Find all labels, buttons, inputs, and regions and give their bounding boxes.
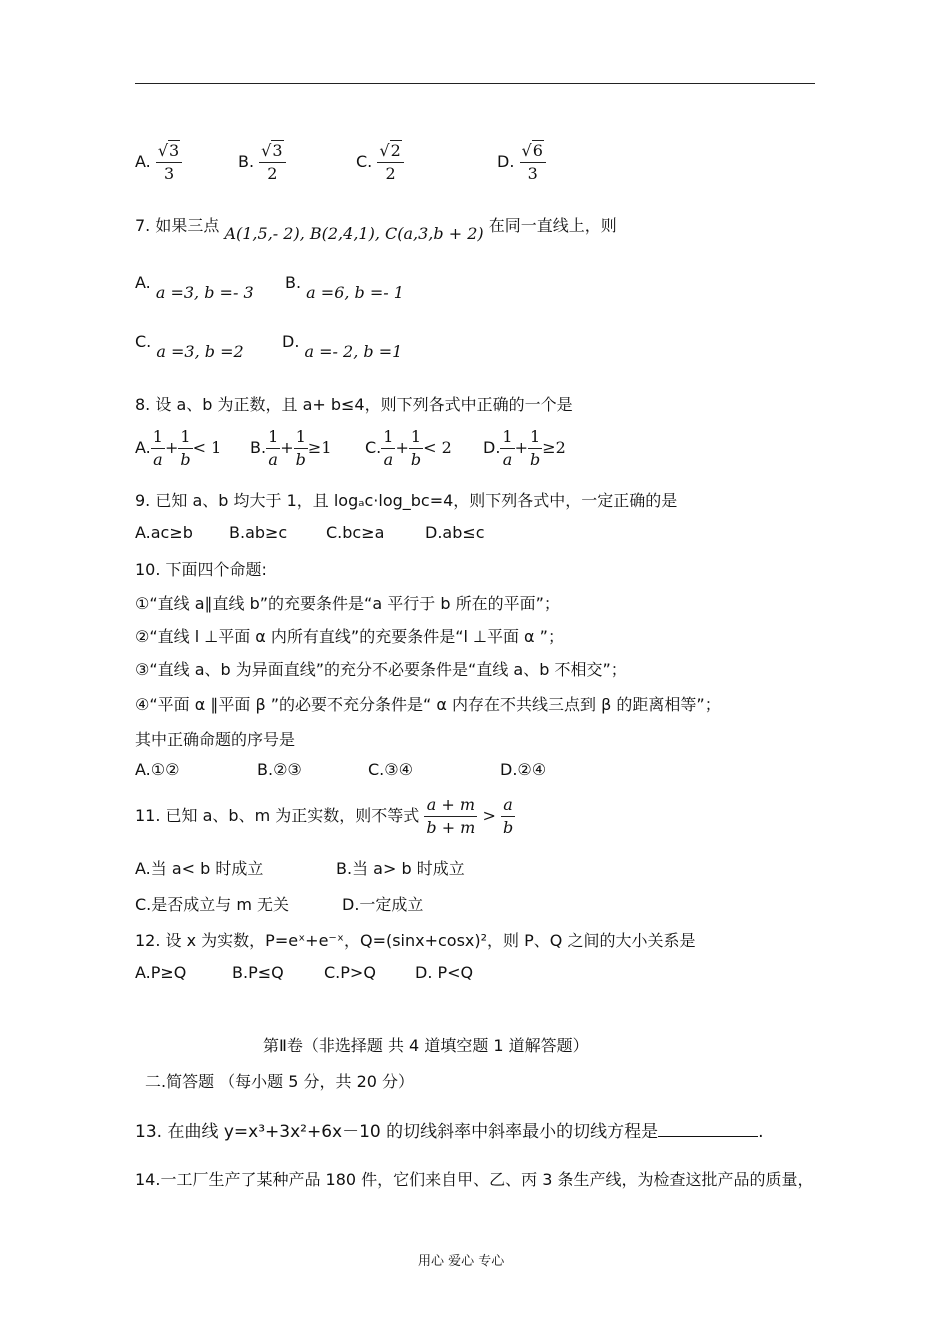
q10-item-1: ①“直线 a∥直线 b”的充要条件是“a 平行于 b 所在的平面”； — [135, 594, 560, 613]
q10-option-b: B.②③ — [257, 760, 302, 779]
q7-stem: 7. 如果三点 A(1,5,- 2), B(2,4,1), C(a,3,b + 2) 在同一直线上，则 — [135, 216, 617, 243]
q10-item-2: ②“直线 l ⊥平面 α 内所有直线”的充要条件是“l ⊥平面 α ”； — [135, 627, 564, 646]
q8-option-b: B. $\frac{1}{a}$ + $\frac{1}{b}$ ≥1 — [250, 427, 332, 469]
q8-option-c: C. $\frac{1}{a}$ + $\frac{1}{b}$ < 2 — [365, 427, 452, 469]
q10-option-a: A.①② — [135, 760, 180, 779]
page-footer: 用心 爱心 专心 — [418, 1254, 505, 1269]
q11-option-a: A.当 a< b 时成立 — [135, 859, 264, 878]
q10-item-4: ④“平面 α ∥平面 β ”的必要不充分条件是“ α 内存在不共线三点到 β 的距离相等”； — [135, 695, 721, 714]
q10-stem: 10. 下面四个命题: — [135, 560, 267, 579]
q14-stem: 14.一工厂生产了某种产品 180 件，它们来自甲、乙、丙 3 条生产线，为检查这批产品的质量， — [135, 1170, 814, 1189]
q11-option-d: D.一定成立 — [342, 895, 424, 914]
q8-stem: 8. 设 a、b 为正数，且 a+ b≤4，则下列各式中正确的一个是 — [135, 395, 573, 414]
q9-option-a: A.ac≥b — [135, 523, 193, 542]
q11-option-c: C.是否成立与 m 无关 — [135, 895, 290, 914]
q12-option-d: D. P<Q — [415, 963, 474, 982]
q6-option-a: A. $\frac{√3}{3}$ — [135, 140, 182, 185]
q7-option-d: D. a =- 2, b =1 — [282, 332, 403, 361]
q11-stem: 11. 已知 a、b、m 为正实数，则不等式 $\frac{a + m}{b + m}$ > $\frac{a}{b}$ — [135, 795, 514, 837]
q7-option-b: B. a =6, b =- 1 — [285, 273, 404, 302]
q6-option-b: B. $\frac{√3}{2}$ — [238, 140, 286, 185]
q9-option-d: D.ab≤c — [425, 523, 485, 542]
q7-option-a: A. a =3, b =- 3 — [135, 273, 254, 302]
q10-item-3: ③“直线 a、b 为异面直线”的充分不必要条件是“直线 a、b 不相交”； — [135, 660, 627, 679]
q8-option-a: A. $\frac{1}{a}$ + $\frac{1}{b}$ < 1 — [135, 427, 222, 469]
answer-blank[interactable] — [658, 1122, 758, 1137]
header-rule — [135, 83, 815, 84]
q12-stem: 12. 设 x 为实数，P=eˣ+e⁻ˣ，Q=(sinx+cosx)²，则 P、Q 之间的大小关系是 — [135, 931, 696, 950]
q12-option-a: A.P≥Q — [135, 963, 187, 982]
q9-stem: 9. 已知 a、b 均大于 1，且 logₐc·log_bc=4，则下列各式中，一定正确的是 — [135, 491, 678, 510]
q11-option-b: B.当 a> b 时成立 — [336, 859, 465, 878]
q9-option-c: C.bc≥a — [326, 523, 385, 542]
q10-option-d: D.②④ — [500, 760, 547, 779]
q7-option-c: C. a =3, b =2 — [135, 332, 244, 361]
q6-option-c: C. $\frac{√2}{2}$ — [356, 140, 404, 185]
q8-option-d: D. $\frac{1}{a}$ + $\frac{1}{b}$ ≥2 — [483, 427, 566, 469]
q9-option-b: B.ab≥c — [229, 523, 288, 542]
section-title: 第Ⅱ卷（非选择题 共 4 道填空题 1 道解答题） — [263, 1036, 589, 1055]
q6-option-d: D. $\frac{√6}{3}$ — [497, 140, 546, 185]
q10-option-c: C.③④ — [368, 760, 413, 779]
q12-option-b: B.P≤Q — [232, 963, 284, 982]
section-subtitle: 二.简答题 （每小题 5 分，共 20 分） — [145, 1072, 415, 1091]
q12-option-c: C.P>Q — [324, 963, 376, 982]
q13-stem: 13. 在曲线 y=x³+3x²+6x－10 的切线斜率中斜率最小的切线方程是 . — [135, 1122, 764, 1142]
q10-conclusion: 其中正确命题的序号是 — [135, 730, 296, 749]
